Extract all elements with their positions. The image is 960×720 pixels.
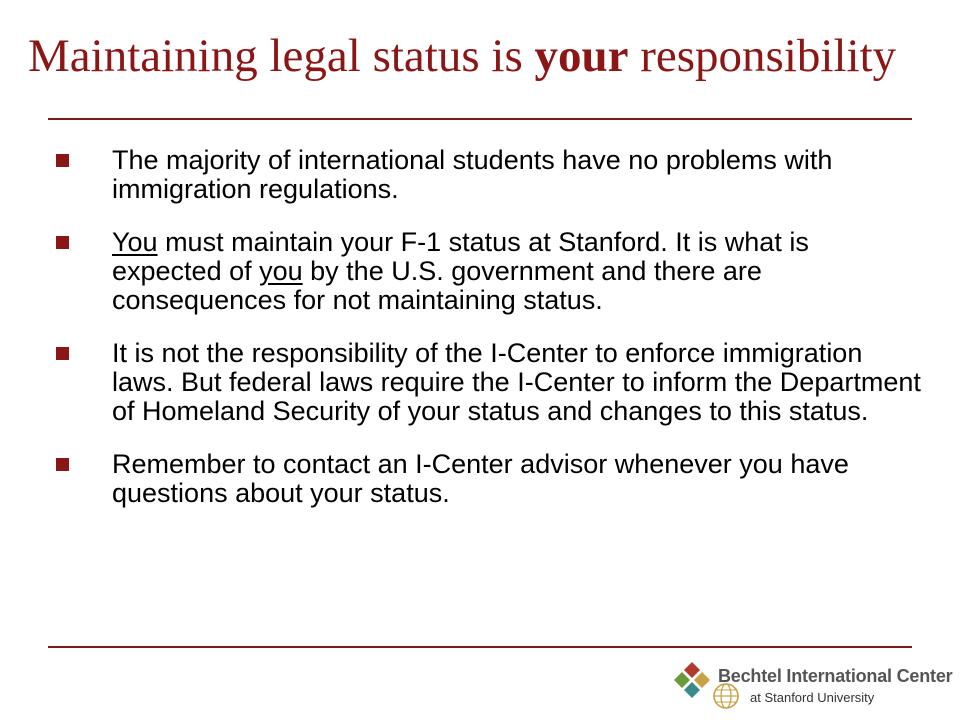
- underlined-you: You: [112, 227, 158, 257]
- square-bullet-icon: [56, 236, 69, 249]
- top-divider: [48, 118, 912, 120]
- bullet-item: [52, 228, 922, 315]
- bottom-divider: [48, 646, 912, 648]
- bullet-text-segment: must maintain your F-1 status at Stanford. It is what is expected of: [112, 227, 809, 286]
- bullet-item: [52, 146, 922, 204]
- bullet-text-segment: by the U.S. government and there are consequences for not maintaining status.: [112, 256, 762, 315]
- square-bullet-icon: [56, 154, 69, 167]
- square-bullet-icon: [56, 458, 69, 471]
- square-bullet-icon: [56, 347, 69, 360]
- bullet-item: [52, 450, 922, 508]
- bullet-text: Remember to contact an I-Center advisor whenever you have questions about your status.: [112, 449, 849, 508]
- bullet-list: [52, 146, 922, 532]
- slide-title: [28, 28, 932, 84]
- bullet-text: [112, 227, 809, 315]
- title-emphasis: your: [534, 30, 629, 82]
- title-part-1: Maintaining legal status is: [28, 30, 535, 82]
- bullet-text: It is not the responsibility of the I-Center to enforce immigration laws. But federal laws require the I-Center to inform the Department of Homeland Security of your status and changes to this status.: [112, 338, 921, 426]
- bullet-text: The majority of international students have no problems with immigration regulations.: [112, 145, 833, 204]
- logo-name: Bechtel International Center: [718, 666, 953, 686]
- title-part-2: responsibility: [628, 30, 897, 82]
- logo-subtitle: at Stanford University: [750, 690, 875, 705]
- bullet-item: [52, 339, 922, 426]
- bechtel-center-logo: [672, 660, 953, 708]
- underlined-you: you: [259, 256, 303, 286]
